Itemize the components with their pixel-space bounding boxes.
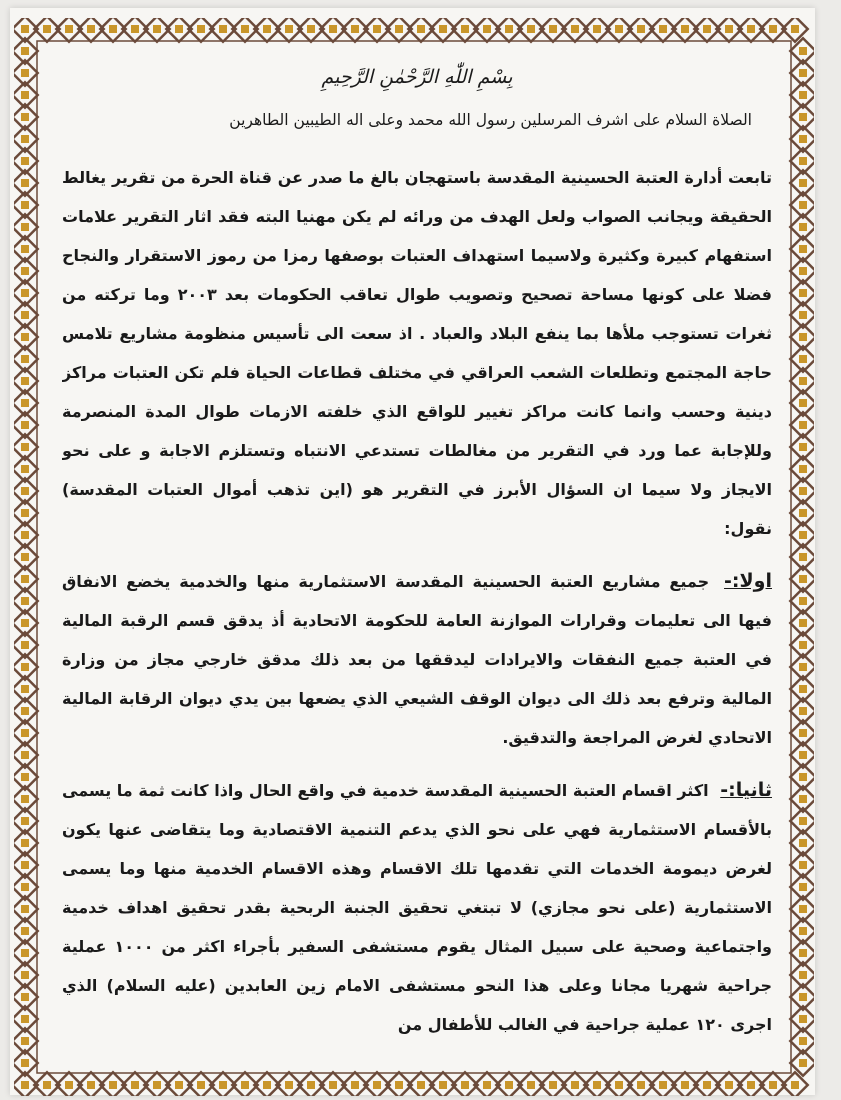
salutation: الصلاة السلام على اشرف المرسلين رسول الله محمد وعلى اله الطيبين الطاهرين <box>229 111 752 129</box>
basmala: بِسْمِ اللّٰهِ الرَّحْمٰنِ الرَّحِيمِ <box>321 66 513 88</box>
second-point-text: اكثر اقسام العتبة الحسينية المقدسة خدمية في واقع الحال واذا كانت ثمة ما يسمى بالأقسام الاستثمارية فهي على نحو الذي يدعم التنمية الاقتصادية وما يتقاضى عنها يكون لغرض ديمومة الخدمات التي تقدمها تلك الاقسام وهذه الاقسام الخدمية منها وما يسمى الاستثمارية (على نحو مجازي) لا تبتغي تحقيق الجنبة الربحية بقدر تحقيق اهداف خدمية واجتماعية وصحية على سبيل المثال يقوم مستشفى السفير بأجراء اكثر من ١٠٠٠ عملية جراحية شهريا مجانا وعلى هذا النحو مستشفى الامام زين العابدين (عليه السلام) الذي اجرى ١٢٠ عملية جراحية في الغالب للأطفال من <box>62 781 772 1034</box>
second-point <box>62 771 772 1044</box>
first-point-heading: اولا:- <box>724 570 772 592</box>
intro-paragraph: تابعت أدارة العتبة الحسينية المقدسة باستهجان بالغ ما صدر عن قناة الحرة من تقرير يغالط الحقيقة ويجانب الصواب ولعل الهدف من ورائه لم يكن مهنيا البته فقد اثار التقرير علامات استفهام كبيرة وكثيرة ولاسيما استهداف العتبات بوصفها رمزا من رموز الاستقرار والنجاح فضلا على كونها مساحة تصحيح وتصويب طوال تعاقب الحكومات بعد ٢٠٠٣ وما تركته من ثغرات تستوجب ملأها بما ينفع البلاد والعباد . اذ سعت الى تأسيس منظومة مشاريع تلامس حاجة المجتمع وتطلعات الشعب العراقي في مختلف قطاعات الحياة فلم تكن العتبات مراكز دينية وحسب وانما كانت مراكز تغيير للواقع الذي خلفته الازمات طوال المدة المنصرمة وللإجابة عما ورد في التقرير من مغالطات تستدعي الانتباه وتستلزم الاجابة و على نحو الايجاز ولا سيما ان السؤال الأبرز في التقرير هو (اين تذهب أموال العتبات المقدسة) نقول: <box>62 168 772 538</box>
document-body <box>62 58 772 1088</box>
first-point <box>62 562 772 757</box>
second-point-heading: ثانيا:- <box>720 779 772 801</box>
first-point-text: جميع مشاريع العتبة الحسينية المقدسة الاستثمارية منها والخدمية يخضع الانفاق فيها الى تعليمات وقرارات الموازنة العامة للحكومة الاتحادية أذ يدقق قسم الرقبة المالية في العتبة جميع النفقات والايرادات ليدققها من بعد ذلك مدقق خارجي مجاز من وزارة المالية وترفع بعد ذلك الى ديوان الوقف الشيعي الذي يضعها بين يدي ديوان الرقابة المالية الاتحادي لغرض المراجعة والتدقيق. <box>62 572 772 747</box>
